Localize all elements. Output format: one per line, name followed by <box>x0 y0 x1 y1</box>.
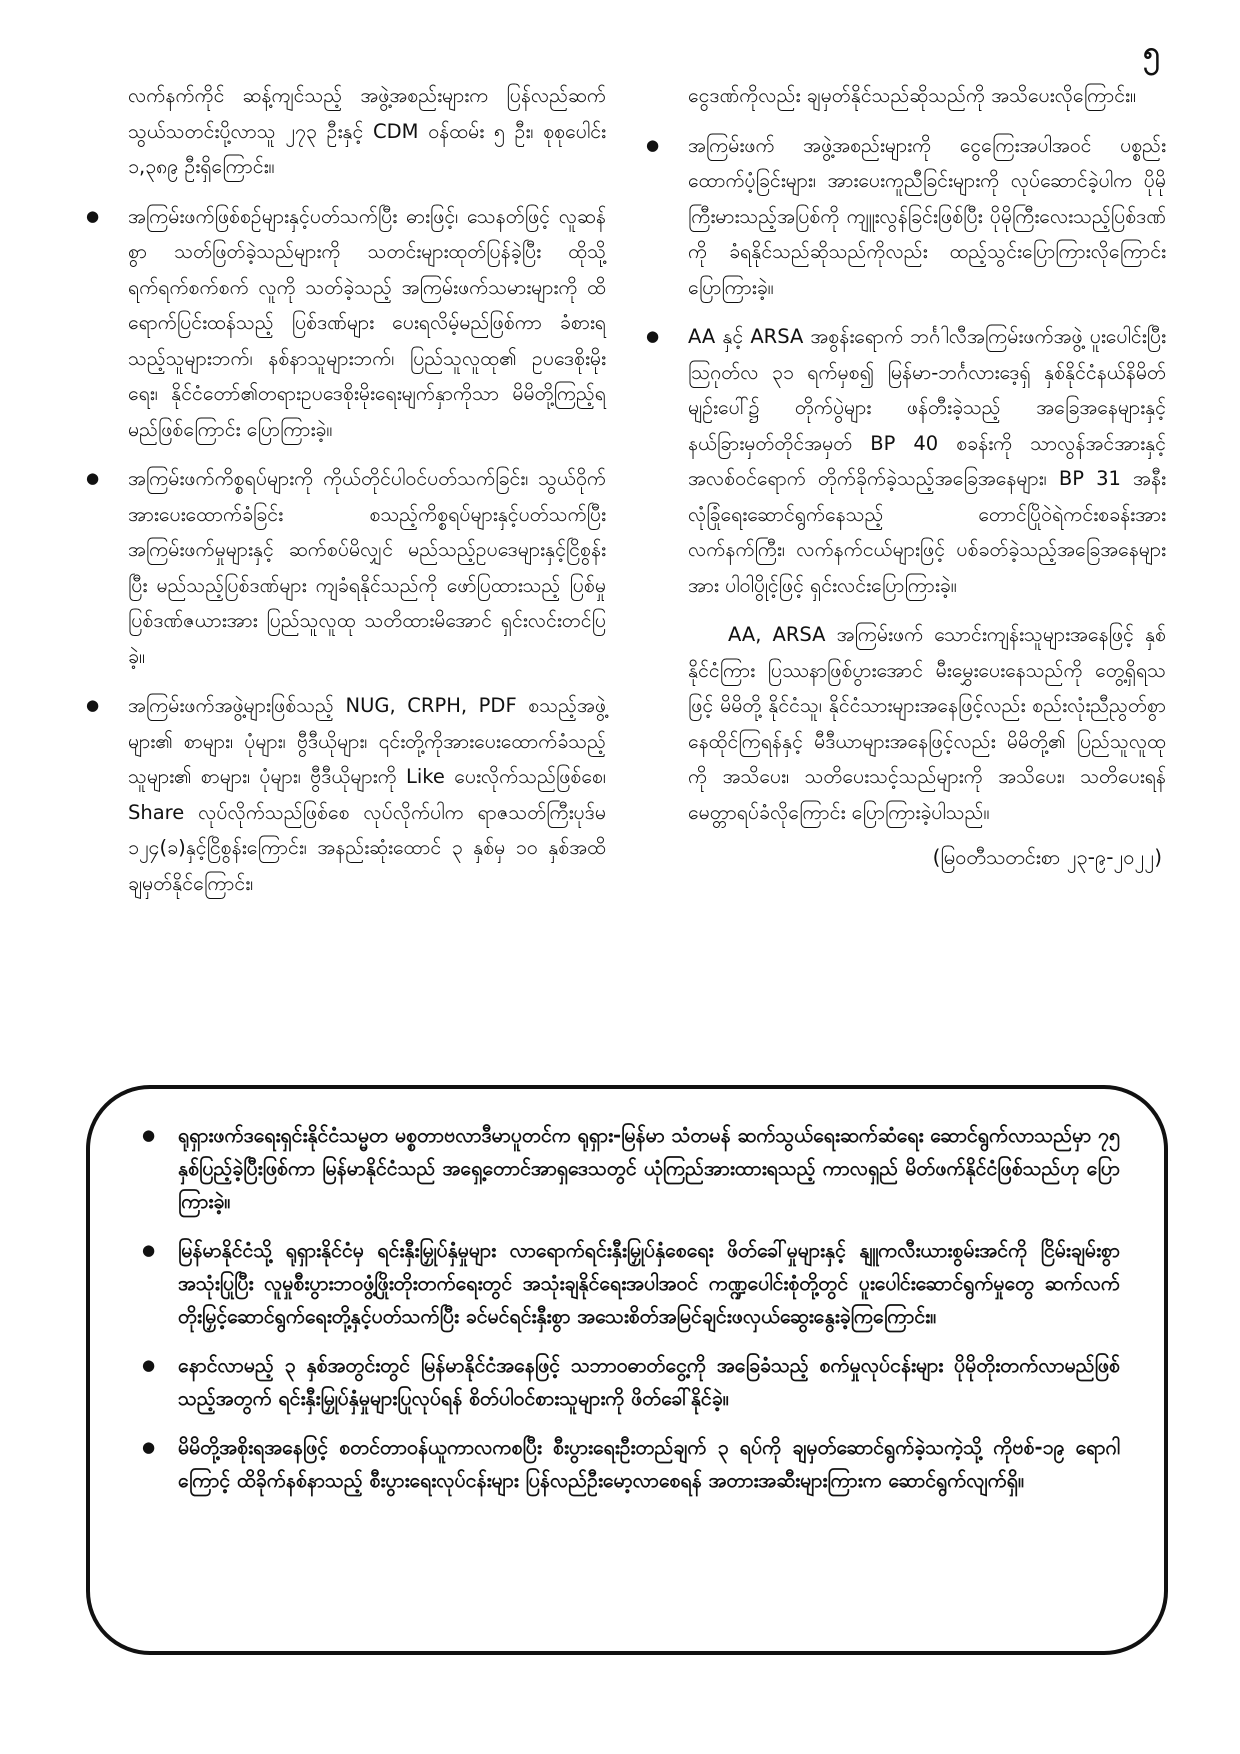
source-citation: (မြဝတီသတင်းစာ ၂၃-၉-၂၀၂၂) <box>932 845 1162 869</box>
paragraph: ငွေဒဏ်ကိုလည်း ချမှတ်နိုင်သည်ဆိုသည်ကို အသိပေးလိုကြောင်း။ <box>688 84 1136 107</box>
box-bullet-item: ● မြန်မာနိုင်ငံသို့ ရုရှားနိုင်ငံမှ ရင်းနှီးမြှုပ်နှံမှုများ လာရောက်ရင်းနှီးမြှုပ်နှံစေရေး ဖိတ်ခေါ်မှုများနှင့် နျူကလီးယားစွမ်းအင်ကို ငြိမ်းချမ်းစွာအသုံးပြုပြီး လူမှုစီးပွားဘဝဖွံ့ဖြိုးတိုးတက်ရေးတွင် အသုံးချနိုင်ရေးအပါအဝင် ကဏ္ဍပေါင်းစုံတို့တွင် ပူးပေါင်းဆောင်ရွက်မှုတွေ ဆက်လက်တိုးမြှင့်ဆောင်ရွက်ရေးတို့နှင့်ပတ်သက်ပြီး ခင်မင်ရင်းနှီးစွာ အသေးစိတ်အမြင်ချင်းဖလှယ်ဆွေးနွေးခဲ့ကြကြောင်း။ <box>142 1234 1120 1333</box>
bullet-item: ● အကြမ်းဖက်ဖြစ်စဉ်များနှင့်ပတ်သက်ပြီး ဓားဖြင့်၊ သေနတ်ဖြင့် လူဆန်စွာ သတ်ဖြတ်ခဲ့သည်များကို သတင်းများထုတ်ပြန်ခဲ့ပြီး ထိုသို့ရက်ရက်စက်စက် လူကို သတ်ခဲ့သည့် အကြမ်းဖက်သမားများကို ထိရောက်ပြင်းထန်သည့် ပြစ်ဒဏ်များ ပေးရလိမ့်မည်ဖြစ်ကာ ခံစားရသည့်သူများဘက်၊ နစ်နာသူများဘက်၊ ပြည်သူလူထု၏ ဥပဒေစိုးမိုးရေး၊ နိုင်ငံတော်၏တရားဥပဒေစိုးမိုးရေးမျက်နှာကိုသာ မိမိတို့ကြည့်ရမည်ဖြစ်ကြောင်း ပြောကြားခဲ့။ <box>86 199 606 448</box>
box-bullet-item: ● နောင်လာမည့် ၃ နှစ်အတွင်းတွင် မြန်မာနိုင်ငံအနေဖြင့် သဘာဝဓာတ်ငွေ့ကို အခြေခံသည့် စက်မှုလုပ်ငန်းများ ပိုမိုတိုးတက်လာမည်ဖြစ်သည့်အတွက် ရင်းနှီးမြှုပ်နှံမှုများပြုလုပ်ရန် စိတ်ပါဝင်စားသူများကို ဖိတ်ခေါ်နိုင်ခဲ့။ <box>142 1349 1120 1415</box>
left-column <box>86 78 606 1078</box>
box-bullet-item: ● မိမိတို့အစိုးရအနေဖြင့် စတင်တာဝန်ယူကာလကစပြီး စီးပွားရေးဦးတည်ချက် ၃ ရပ်ကို ချမှတ်ဆောင်ရွက်ခဲ့သကဲ့သို့ ကိုဗစ်-၁၉ ရောဂါကြောင့် ထိခိုက်နစ်နာသည့် စီးပွားရေးလုပ်ငန်းများ ပြန်လည်ဦးမော့လာစေရန် အတားအဆီးများကြားက ဆောင်ရွက်လျက်ရှိ။ <box>142 1431 1120 1497</box>
bullet-item: ● အကြမ်းဖက်ကိစ္စရပ်များကို ကိုယ်တိုင်ပါဝင်ပတ်သက်ခြင်း၊ သွယ်ဝိုက်အားပေးထောက်ခံခြင်း စသည့်ကိစ္စရပ်များနှင့်ပတ်သက်ပြီး အကြမ်းဖက်မှုများနှင့် ဆက်စပ်မိလျှင် မည်သည့်ဥပဒေများနှင့်ငြိစွန်းပြီး မည်သည့်ပြစ်ဒဏ်များ ကျခံရနိုင်သည်ကို ဖော်ပြထားသည့် ပြစ်မှုပြစ်ဒဏ်ဇယားအား ပြည်သူလူထု သတိထားမိအောင် ရှင်းလင်းတင်ပြခဲ့။ <box>86 461 606 674</box>
bullet-item: ● အကြမ်းဖက်အဖွဲ့များဖြစ်သည့် NUG, CRPH, PDF စသည့်အဖွဲ့များ၏ စာများ၊ ပုံများ၊ ဗွီဒီယိုများ၊ ၎င်းတို့ကိုအားပေးထောက်ခံသည့်သူများ၏ စာများ၊ ပုံများ၊ ဗွီဒီယိုများကို Like ပေးလိုက်သည်ဖြစ်စေ၊ Share လုပ်လိုက်သည်ဖြစ်စေ လုပ်လိုက်ပါက ရာဇသတ်ကြီးပုဒ်မ ၁၂၄(ခ)နှင့်ငြိစွန်းကြောင်း၊ အနည်းဆုံးထောင် ၃ နှစ်မှ ၁၀ နှစ်အထိချမှတ်နိုင်ကြောင်း၊ <box>86 688 606 901</box>
box-bullet-item: ● ရုရှားဖက်ဒရေးရှင်းနိုင်ငံသမ္မတ မစ္စတာဗလာဒီမာပူတင်က ရုရှား-မြန်မာ သံတမန် ဆက်သွယ်ရေးဆက်ဆံရေး ဆောင်ရွက်လာသည်မှာ ၇၅ နှစ်ပြည့်ခဲ့ပြီးဖြစ်ကာ မြန်မာနိုင်ငံသည် အရှေ့တောင်အာရှဒေသတွင် ယုံကြည်အားထားရသည့် ကာလရှည် မိတ်ဖက်နိုင်ငံဖြစ်သည်ဟု ပြောကြားခဲ့။ <box>142 1119 1120 1218</box>
paragraph: လက်နက်ကိုင် ဆန့်ကျင်သည့် အဖွဲ့အစည်းများက ပြန်လည်ဆက်သွယ်သတင်းပို့လာသူ ၂၇၃ ဦးနှင့် CDM ဝန်ထမ်း ၅ ဦး၊ စုစုပေါင်း ၁,၃၈၉ ဦးရှိကြောင်း။ <box>128 84 606 178</box>
page-number: ၅ <box>1143 35 1160 70</box>
article-columns <box>86 78 1166 1078</box>
paragraph: AA, ARSA အကြမ်းဖက် သောင်းကျန်းသူများအနေဖြင့် နှစ်နိုင်ငံကြား ပြဿနာဖြစ်ပွားအောင် မီးမွှေးပေးနေသည်ကို တွေ့ရှိရသဖြင့် မိမိတို့ နိုင်ငံသူ၊ နိုင်ငံသားများအနေဖြင့်လည်း စည်းလုံးညီညွတ်စွာ နေထိုင်ကြရန်နှင့် မီဒီယာများအနေဖြင့်လည်း မိမိတို့၏ ပြည်သူလူထုကို အသိပေး၊ သတိပေးသင့်သည်များကို အသိပေး၊ သတိပေးရန် မေတ္တာရပ်ခံလိုကြောင်း ပြောကြားခဲ့ပါသည်။ <box>688 623 1166 824</box>
bullet-item: ● အကြမ်းဖက် အဖွဲ့အစည်းများကို ငွေကြေးအပါအဝင် ပစ္စည်းထောက်ပံ့ခြင်းများ၊ အားပေးကူညီခြင်းများကို လုပ်ဆောင်ခဲ့ပါက ပိုမိုကြီးမားသည့်အပြစ်ကို ကျူးလွန်ခြင်းဖြစ်ပြီး ပိုမိုကြီးလေးသည့်ပြစ်ဒဏ်ကို ခံရနိုင်သည်ဆိုသည်ကိုလည်း ထည့်သွင်းပြောကြားလိုကြောင်း ပြောကြားခဲ့။ <box>646 128 1166 306</box>
bullet-item: ● AA နှင့် ARSA အစွန်းရောက် ဘင်္ဂါလီအကြမ်းဖက်အဖွဲ့ ပူးပေါင်းပြီး ဩဂုတ်လ ၃၁ ရက်မှစ၍ မြန်မာ-ဘင်္ဂလားဒေ့ရှ် နှစ်နိုင်ငံနယ်နိမိတ်မျဉ်းပေါ်၌ တိုက်ပွဲများ ဖန်တီးခဲ့သည့် အခြေအနေများနှင့် နယ်ခြားမှတ်တိုင်အမှတ် BP 40 စခန်းကို သာလွန်အင်အားနှင့် အလစ်ဝင်ရောက် တိုက်ခိုက်ခဲ့သည့်အခြေအနေများ၊ BP 31 အနီး လုံခြုံရေးဆောင်ရွက်နေသည့် တောင်ပြိုဝဲရဲကင်းစခန်းအား လက်နက်ကြီး၊ လက်နက်ငယ်များဖြင့် ပစ်ခတ်ခဲ့သည့်အခြေအနေများအား ပါဝါပွိုင့်ဖြင့် ရှင်းလင်းပြောကြားခဲ့။ <box>646 319 1166 603</box>
summary-box <box>86 1085 1168 1655</box>
right-column <box>646 78 1166 1078</box>
